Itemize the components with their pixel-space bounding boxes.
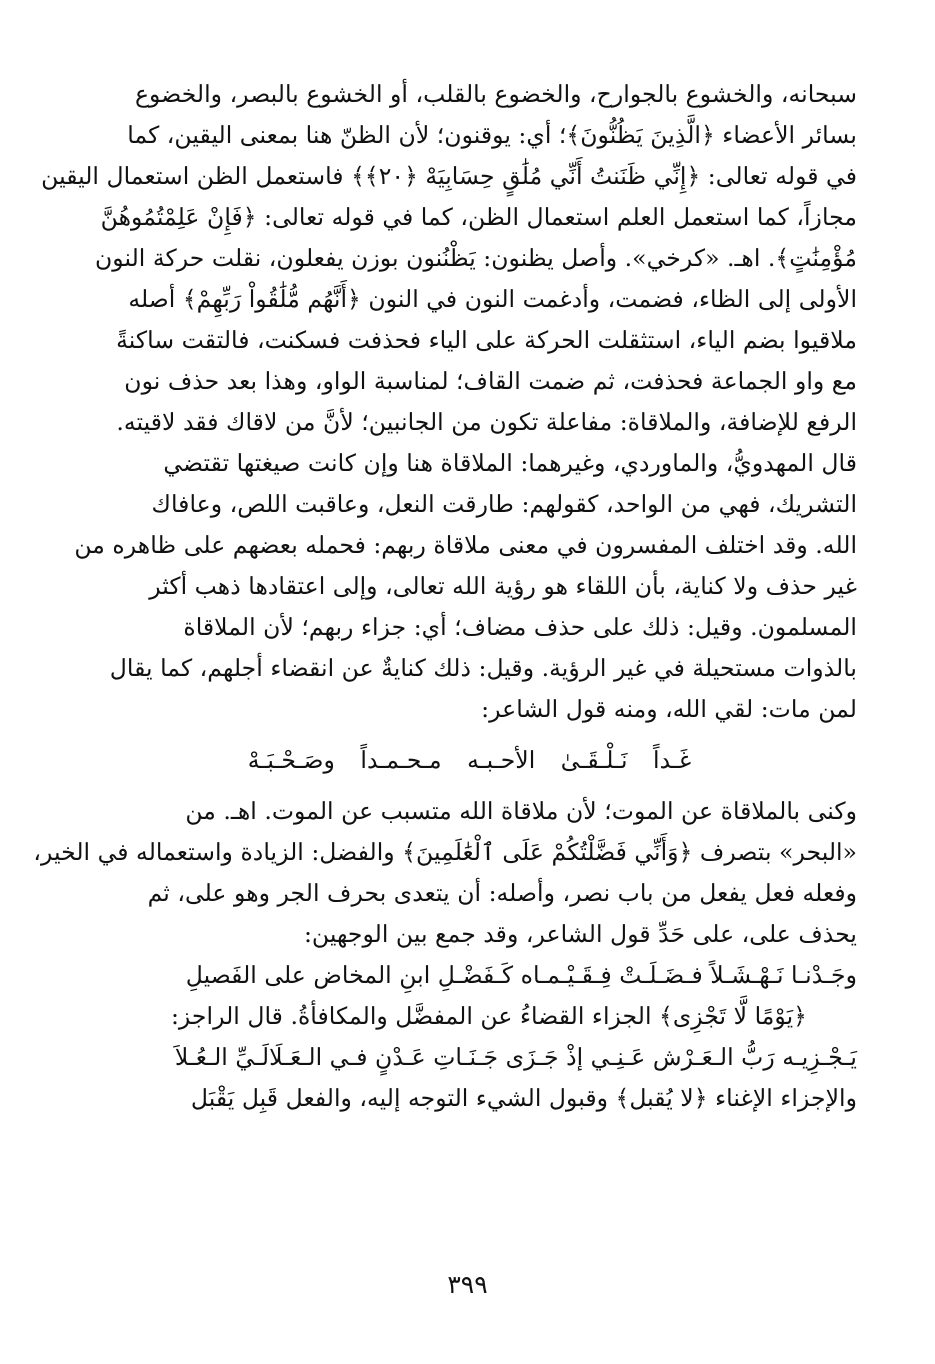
spacer bbox=[82, 730, 857, 740]
text-line: ملاقيوا بضم الياء، استثقلت الحركة على الياء فحذفت فسكنت، فالتقت ساكنةً bbox=[116, 326, 857, 354]
text-line: لمن مات: لقي الله، ومنه قول الشاعر: bbox=[481, 695, 857, 723]
text-line: «البحر» بتصرف ﴿وَأَنِّي فَضَّلْتُكُمْ عَلَى ٱلْعَٰلَمِينَ﴾ والفضل: الزيادة واستعماله في الخير، bbox=[33, 838, 857, 866]
poem-verse: غَـداً نَـلْـقَـىٰ الأحـبـه مـحـمـداً وصَـحْـبَـهْ bbox=[247, 746, 692, 774]
text-line: الله. وقد اختلف المفسرون في معنى ملاقاة ربهم: فحمله بعضهم على ظاهره من bbox=[74, 531, 857, 559]
text-line: في قوله تعالى: ﴿إِنِّي ظَنَنتُ أَنِّي مُلَٰقٍ حِسَابِيَهْ ﴿٢٠﴾﴾ فاستعمل الظن استعمال اليقين bbox=[41, 162, 857, 190]
page-body-text bbox=[33, 74, 857, 1119]
text-line: مجازاً، كما استعمل العلم استعمال الظن، كما في قوله تعالى: ﴿فَإِنْ عَلِمْتُمُوهُنَّ bbox=[100, 203, 857, 231]
poem-verse: وجَـدْنـا نَـهْـشَـلاً فـضَـلَـتْ فِـقَـيْـمـاه كَـفَضْـلِ ابنِ المخاض على الفَصيلِ bbox=[185, 961, 857, 989]
text-line: يحذف على، على حَدِّ قول الشاعر، وقد جمع بين الوجهين: bbox=[303, 920, 857, 948]
text-line: بالذوات مستحيلة في غير الرؤية. وقيل: ذلك كنايةٌ عن انقضاء أجلهم، كما يقال bbox=[109, 654, 857, 682]
text-line: قال المهدويُّ، والماوردي، وغيرهما: الملاقاة هنا وإن كانت صيغتها تقتضي bbox=[163, 449, 857, 477]
text-line: التشريك، فهي من الواحد، كقولهم: طارقت النعل، وعاقبت اللص، وعافاك bbox=[151, 490, 857, 518]
text-line: مُؤْمِنَٰتٍ﴾. اهـ. «كرخي». وأصل يظنون: يَظْنُنون بوزن يفعلون، نقلت حركة النون bbox=[94, 244, 857, 272]
text-line: بسائر الأعضاء ﴿الَّذِينَ يَظُنُّونَ﴾؛ أي: يوقنون؛ لأن الظنّ هنا بمعنى اليقين، كما bbox=[127, 121, 857, 149]
text-line: سبحانه، والخشوع بالجوارح، والخضوع بالقلب، أو الخشوع بالبصر، والخضوع bbox=[134, 80, 857, 108]
text-line: ﴿يَوْمًا لَّا تَجْزِى﴾ الجزاء القضاءُ عن المفضَّل والمكافأةُ. قال الراجز: bbox=[170, 1002, 807, 1030]
text-line: الأولى إلى الظاء، فضمت، وأدغمت النون في النون ﴿أَنَّهُم مُّلَٰقُواْ رَبِّهِمْ﴾ أصله bbox=[128, 285, 857, 313]
text-line: المسلمون. وقيل: ذلك على حذف مضاف؛ أي: جزاء ربهم؛ لأن الملاقاة bbox=[183, 613, 857, 641]
spacer bbox=[82, 781, 857, 791]
text-line: الرفع للإضافة، والملاقاة: مفاعلة تكون من الجانبين؛ لأنَّ من لاقاك فقد لاقيته. bbox=[116, 408, 857, 436]
text-line: غير حذف ولا كناية، بأن اللقاء هو رؤية الله تعالى، وإلى اعتقادها ذهب أكثر bbox=[149, 572, 857, 600]
page-number: ٣٩٩ bbox=[447, 1270, 488, 1299]
poem-verse: يَـجْـزِيـه رَبُّ الـعَـرْش عَـنِـي إذْ جَـزَى جَـنَـاتِ عَـدْنٍ فـي الـعَـلَالَـيِّ الـعُـلاَ bbox=[174, 1043, 857, 1071]
text-line: وكنى بالملاقاة عن الموت؛ لأن ملاقاة الله متسبب عن الموت. اهـ. من bbox=[185, 797, 857, 825]
text-line: والإجزاء الإغناء ﴿لا يُقبل﴾ وقبول الشيء التوجه إليه، والفعل قَبِل يَقْبَل bbox=[190, 1084, 857, 1112]
text-line: مع واو الجماعة فحذفت، ثم ضمت القاف؛ لمناسبة الواو، وهذا بعد حذف نون bbox=[124, 367, 857, 395]
text-line: وفعله فعل يفعل من باب نصر، وأصله: أن يتعدى بحرف الجر وهو على، ثم bbox=[147, 879, 857, 907]
